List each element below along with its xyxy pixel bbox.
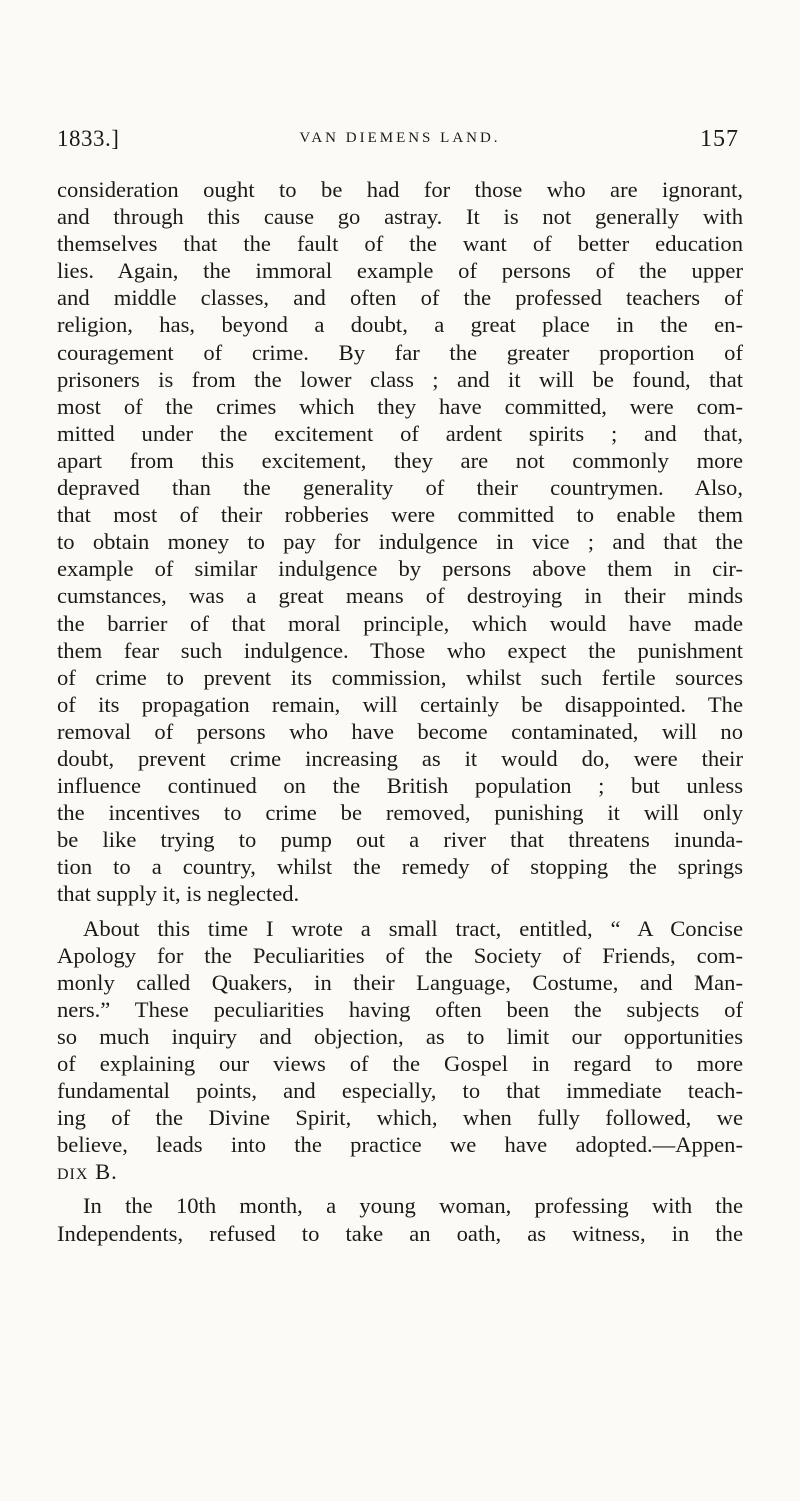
text-line: of crime to prevent its commission, whilst such fertile sources — [57, 664, 743, 690]
text-line: them fear such indulgence. Those who expect the punishment — [57, 637, 743, 663]
running-head — [57, 126, 743, 166]
text-line: the barrier of that moral principle, which would have made — [57, 610, 743, 636]
running-head-year: 1833.] — [57, 126, 120, 151]
text-line: to obtain money to pay for indulgence in vice ; and that the — [57, 529, 743, 555]
text-line: that most of their robberies were committed to enable them — [57, 502, 743, 528]
text-line: About this time I wrote a small tract, entitled, “ A Concise — [83, 915, 743, 941]
text-line: most of the crimes which they have committed, were com- — [57, 393, 743, 419]
paragraph-1 — [57, 176, 743, 908]
text-line: monly called Quakers, in their Language, Costume, and Man- — [57, 969, 743, 995]
text-line: of its propagation remain, will certainly be disappointed. The — [57, 691, 743, 717]
text-line: religion, has, beyond a doubt, a great place in the en- — [57, 312, 743, 338]
text-line: Independents, refused to take an oath, as witness, in the — [57, 1220, 743, 1246]
text-line: so much inquiry and objection, as to limit our opportunities — [57, 1023, 743, 1049]
text-line: that supply it, is neglected. — [57, 881, 300, 907]
text-line: be like trying to pump out a river that threatens inunda- — [57, 827, 743, 853]
text-line: ners.” These peculiarities having often been the subjects of — [57, 996, 743, 1022]
text-line: themselves that the fault of the want of better education — [57, 231, 743, 257]
text-line: and middle classes, and often of the professed teachers of — [57, 285, 743, 311]
text-line: couragement of crime. By far the greater proportion of — [57, 339, 743, 365]
text-line: Apology for the Peculiarities of the Society of Friends, com- — [57, 942, 743, 968]
text-line: depraved than the generality of their countrymen. Also, — [57, 475, 743, 501]
text-line: influence continued on the British population ; but unless — [57, 773, 743, 799]
page-number: 157 — [700, 126, 739, 152]
text-line: cumstances, was a great means of destroying in their minds — [57, 583, 743, 609]
text-line: believe, leads into the practice we have adopted.—Appen- — [57, 1132, 743, 1158]
text-line: ing of the Divine Spirit, which, when fully followed, we — [57, 1105, 743, 1131]
text-line: apart from this excitement, they are not commonly more — [57, 447, 743, 473]
body-text — [57, 176, 743, 1247]
text-line: doubt, prevent crime increasing as it would do, were their — [57, 745, 743, 771]
paragraph-2 — [57, 915, 743, 1186]
text-line: lies. Again, the immoral example of persons of the upper — [57, 258, 743, 284]
text-line: the incentives to crime be removed, punishing it will only — [57, 800, 743, 826]
text-line: removal of persons who have become contaminated, will no — [57, 718, 743, 744]
text-line: tion to a country, whilst the remedy of stopping the springs — [57, 854, 743, 880]
text-line: dix B. — [57, 1159, 118, 1185]
text-line: prisoners is from the lower class ; and it will be found, that — [57, 366, 743, 392]
text-line: example of similar indulgence by persons above them in cir- — [57, 556, 743, 582]
book-page — [57, 0, 743, 1501]
paragraph-3 — [57, 1192, 743, 1246]
text-line: and through this cause go astray. It is not generally with — [57, 204, 743, 230]
text-line: consideration ought to be had for those who are ignorant, — [57, 177, 743, 202]
text-line: of explaining our views of the Gospel in regard to more — [57, 1051, 743, 1076]
text-line: fundamental points, and especially, to that immediate teach- — [57, 1078, 743, 1104]
text-line: mitted under the excitement of ardent spirits ; and that, — [57, 420, 743, 446]
text-line: In the 10th month, a young woman, professing with the — [83, 1193, 743, 1219]
running-head-title: VAN DIEMENS LAND. — [299, 130, 501, 146]
